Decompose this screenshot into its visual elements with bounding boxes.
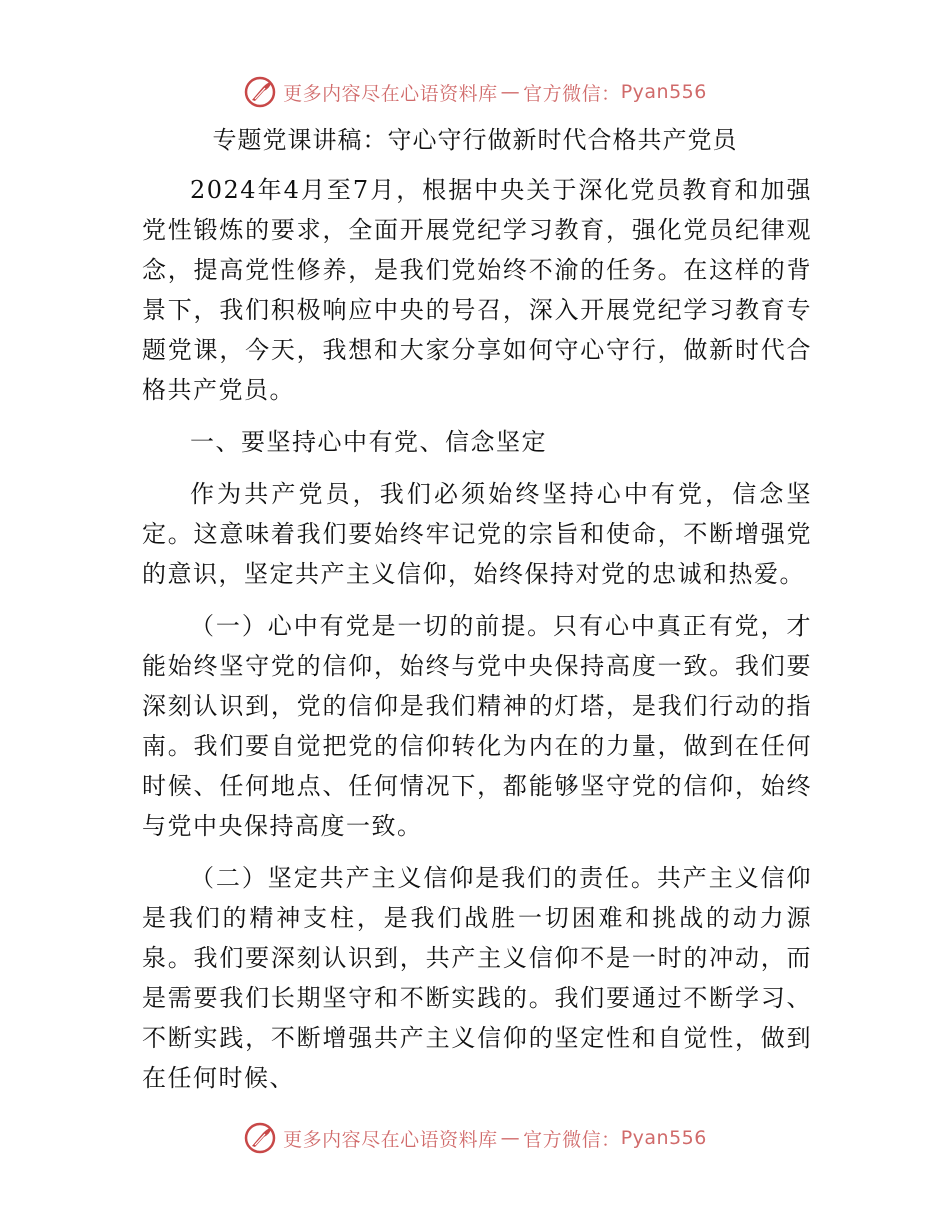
intro-paragraph: 2024年4月至7月，根据中央关于深化党员教育和加强党性锻炼的要求，全面开展党纪学习教育，强化党员纪律观念，提高党性修养，是我们党始终不渝的任务。在这样的背景下，我们积极响应中央的号召，深入开展党纪学习教育专题党课，今天，我想和大家分享如何守心守行，做新时代合格共产党员。 xyxy=(142,176,812,404)
banner-text: 更多内容尽在心语资料库 xyxy=(283,82,498,105)
section-1-paragraph: 作为共产党员，我们必须始终坚持心中有党，信念坚定。这意味着我们要始终牢记党的宗旨和使命，不断增强党的意识，坚定共产主义信仰，始终保持对党的忠诚和热爱。 xyxy=(142,480,812,588)
banner-wechat-label: 官方微信： xyxy=(523,1128,621,1151)
quill-logo-icon xyxy=(243,75,277,109)
banner-separator: — xyxy=(500,81,521,103)
subsection-2-paragraph: （二）坚定共产主义信仰是我们的责任。共产主义信仰是我们的精神支柱，是我们战胜一切困难和挑战的动力源泉。我们要深刻认识到，共产主义信仰不是一时的冲动，而是需要我们长期坚守和不断实践的。我们要通过不断学习、不断实践，不断增强共产主义信仰的坚定性和自觉性，做到在任何时候、 xyxy=(142,864,812,1092)
footer-watermark-banner xyxy=(0,1118,950,1158)
banner-wechat-id: Pyan556 xyxy=(620,81,707,103)
subsection-1-paragraph: （一）心中有党是一切的前提。只有心中真正有党，才能始终坚守党的信仰，始终与党中央保持高度一致。我们要深刻认识到，党的信仰是我们精神的灯塔，是我们行动的指南。我们要自觉把党的信仰转化为内在的力量，做到在任何时候、任何地点、任何情况下，都能够坚守党的信仰，始终与党中央保持高度一致。 xyxy=(142,612,812,840)
banner-wechat-id: Pyan556 xyxy=(620,1127,707,1149)
document-title: 专题党课讲稿：守心守行做新时代合格共产党员 xyxy=(212,126,738,154)
banner-text: 更多内容尽在心语资料库 xyxy=(283,1128,498,1151)
document-body xyxy=(142,170,812,1110)
header-watermark-banner xyxy=(0,72,950,112)
banner-separator: — xyxy=(500,1127,521,1149)
banner-wechat-label: 官方微信： xyxy=(523,82,621,105)
section-heading-1: 一、要坚持心中有党、信念坚定 xyxy=(190,428,547,456)
quill-logo-icon xyxy=(243,1121,277,1155)
